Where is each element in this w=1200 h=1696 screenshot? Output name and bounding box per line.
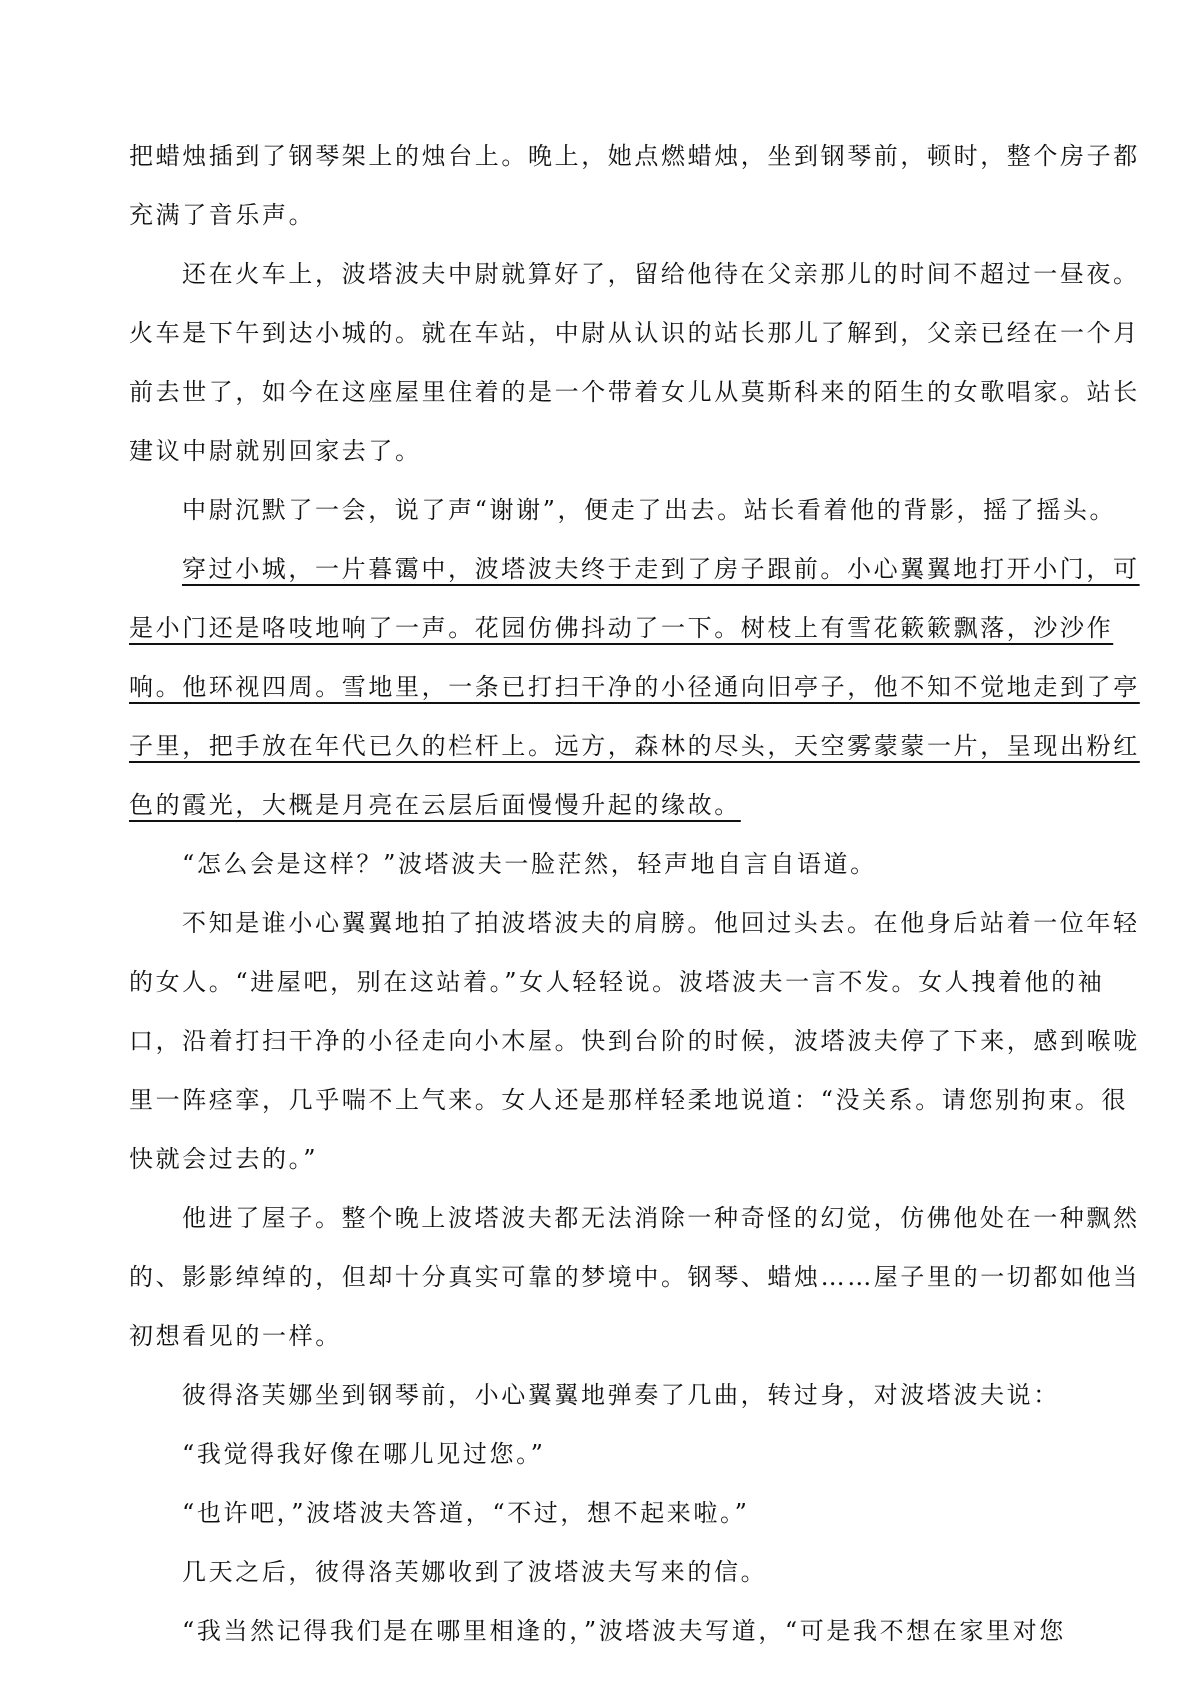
paragraph-start-line: 不知是谁小心翼翼地拍了拍波塔波夫的肩膀。他回过头去。在他身后站着一位年轻 <box>182 909 1140 937</box>
paragraph-start-line: “也许吧，”波塔波夫答道，“不过，想不起来啦。” <box>182 1499 750 1527</box>
underlined-line: 响。他环视四周。雪地里，一条已打扫干净的小径通向旧亭子，他不知不觉地走到了亭 <box>129 673 1140 701</box>
text-line: 里一阵痉挛，几乎喘不上气来。女人还是那样轻柔地说道：“没关系。请您别拘束。很 <box>129 1086 1129 1114</box>
text-line: 充满了音乐声。 <box>129 201 316 229</box>
text-line: 建议中尉就别回家去了。 <box>129 437 422 465</box>
paragraph-start-line: 还在火车上，波塔波夫中尉就算好了，留给他待在父亲那儿的时间不超过一昼夜。 <box>182 260 1140 288</box>
paragraph-start-line: 中尉沉默了一会，说了声“谢谢”，便走了出去。站长看着他的背影，摇了摇头。 <box>182 496 1117 524</box>
text-line: 快就会过去的。” <box>129 1145 319 1173</box>
paragraph-start-line: “我觉得我好像在哪儿见过您。” <box>182 1440 546 1468</box>
paragraph-start-line: 他进了屋子。整个晚上波塔波夫都无法消除一种奇怪的幻觉，仿佛他处在一种飘然 <box>182 1204 1140 1232</box>
story-text <box>129 136 1140 1670</box>
text-line: 初想看见的一样。 <box>129 1322 342 1350</box>
underlined-line: 穿过小城，一片暮霭中，波塔波夫终于走到了房子跟前。小心翼翼地打开小门，可 <box>182 555 1140 583</box>
text-line: 把蜡烛插到了钢琴架上的烛台上。晚上，她点燃蜡烛，坐到钢琴前，顿时，整个房子都 <box>129 142 1140 170</box>
text-line: 的、影影绰绰的，但却十分真实可靠的梦境中。钢琴、蜡烛……屋子里的一切都如他当 <box>129 1263 1140 1291</box>
text-line: 火车是下午到达小城的。就在车站，中尉从认识的站长那儿了解到，父亲已经在一个月 <box>129 319 1140 347</box>
text-line: 的女人。“进屋吧，别在这站着。”女人轻轻说。波塔波夫一言不发。女人拽着他的袖 <box>129 968 1105 996</box>
underlined-line: 色的霞光，大概是月亮在云层后面慢慢升起的缘故。 <box>129 791 741 819</box>
text-line: 前去世了，如今在这座屋里住着的是一个带着女儿从莫斯科来的陌生的女歌唱家。站长 <box>129 378 1140 406</box>
text-line: 口，沿着打扫干净的小径走向小木屋。快到台阶的时候，波塔波夫停了下来，感到喉咙 <box>129 1027 1140 1055</box>
paragraph-start-line: “怎么会是这样？”波塔波夫一脸茫然，轻声地自言自语道。 <box>182 850 877 878</box>
underlined-line: 子里，把手放在年代已久的栏杆上。远方，森林的尽头，天空雾蒙蒙一片，呈现出粉红 <box>129 732 1140 760</box>
paragraph-start-line: “我当然记得我们是在哪里相逢的，”波塔波夫写道，“可是我不想在家里对您 <box>182 1617 1066 1645</box>
paragraph-start-line: 几天之后，彼得洛芙娜收到了波塔波夫写来的信。 <box>182 1558 768 1586</box>
paragraph-start-line: 彼得洛芙娜坐到钢琴前，小心翼翼地弹奏了几曲，转过身，对波塔波夫说： <box>182 1381 1060 1409</box>
underlined-line: 是小门还是咯吱地响了一声。花园仿佛抖动了一下。树枝上有雪花簌簌飘落，沙沙作 <box>129 614 1114 642</box>
